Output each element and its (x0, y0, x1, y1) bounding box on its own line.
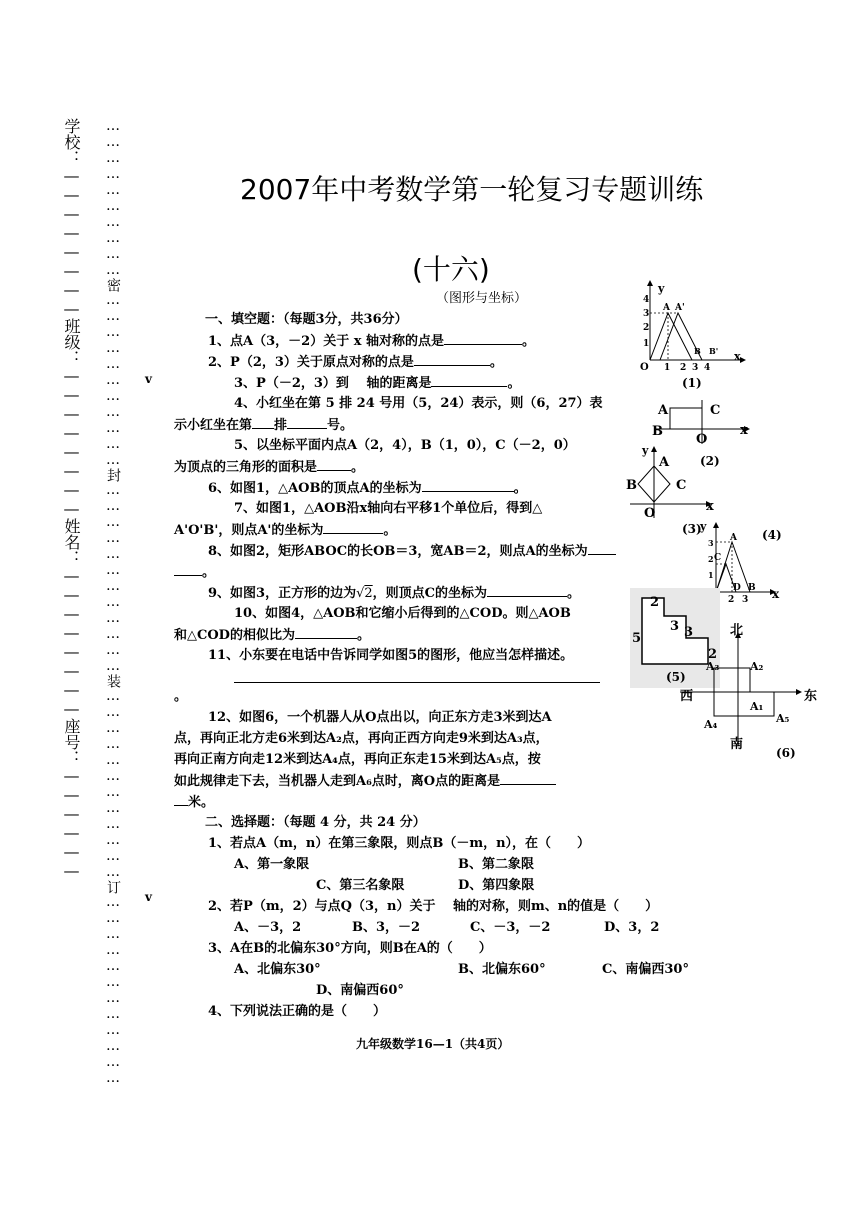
q6: 6、如图1，△AOB的顶点A的坐标为 。 (208, 477, 527, 499)
fig1-label: B' (709, 346, 719, 356)
fig3-label: O (644, 506, 656, 520)
fig5-label: 2 (650, 595, 660, 610)
s2-q3-option-d: D、南偏西60° (316, 983, 404, 998)
fig3-caption: (3) (682, 522, 702, 536)
fig1-label: 2 (680, 363, 687, 373)
fig1-label: 4 (643, 295, 650, 305)
fig1-label: A (663, 303, 670, 313)
fig3-label: C (676, 478, 687, 493)
fig6-label: A₃ (706, 660, 720, 673)
page-title: 2007年中考数学第一轮复习专题训练 (240, 173, 704, 206)
q8-line1: 8、如图2，矩形ABOC的长OB＝3，宽AB＝2，则点A的坐标为 (208, 540, 616, 562)
fig1-label: y (658, 282, 665, 295)
q10-line2: 和△COD的相似比为 。 (174, 624, 370, 646)
fig3-label: x (706, 499, 714, 514)
q2: 2、P（2，3）关于原点对称的点是 。 (208, 351, 503, 373)
q11-answer-line (234, 682, 600, 683)
q12-line5: 米。 (174, 791, 214, 813)
s2-q3-option-c: C、南偏西30° (602, 962, 689, 977)
q12-line3: 再向正南方向走12米到达A₄点，再向正东走15米到达A₅点，按 (174, 752, 541, 767)
fig1-label: 3 (643, 309, 650, 319)
fig1-label: 2 (643, 323, 650, 333)
q12-line4: 如此规律走下去，当机器人走到A₆点时，离O点的距离是 (174, 770, 556, 792)
fig4-label: B (748, 583, 756, 593)
fig2-label: O (696, 432, 708, 446)
q5-line2: 为顶点的三角形的面积是 。 (174, 456, 364, 478)
fig2-label: B (652, 424, 663, 439)
fig1-label: O (640, 362, 649, 373)
q8-line2: 。 (174, 561, 215, 583)
fig2-label: x (740, 423, 748, 438)
section2-heading: 二、选择题：（每题 4 分，共 24 分） (205, 815, 426, 830)
s2-q1-option-c: C、第三名象限 (316, 878, 405, 893)
figure-2 (650, 396, 754, 446)
fig3-label: y (642, 444, 649, 457)
margin-mark: v (145, 372, 152, 386)
fig1-label: 1 (643, 339, 650, 349)
fig1-label: x (734, 350, 741, 363)
q12-line1: 12、如图6，一个机器人从O点出以，向正东方走3米到达A (208, 710, 552, 725)
fig4-label: 3 (708, 538, 714, 548)
topic: （图形与坐标） (436, 291, 528, 306)
s2-q1: 1、若点A（m，n）在第三象限，则点B（－m，n），在（ ） (208, 836, 591, 851)
s2-q2-option-d: D、3，2 (604, 920, 660, 935)
s2-q2-option-b: B、3，－2 (352, 920, 421, 935)
page-subtitle: (十六) (412, 253, 490, 286)
q11-end: 。 (174, 689, 188, 704)
fig4-label: y (700, 520, 707, 533)
s2-q3-option-a: A、北偏东30° (234, 962, 321, 977)
fig1-label: 4 (704, 363, 711, 373)
q1: 1、点A（3，－2）关于 x 轴对称的点是 。 (208, 330, 535, 352)
fig6-label: 西 (680, 689, 694, 704)
fig6-label: 北 (730, 623, 744, 638)
binding-dots-column: …………………………密……………………………封………………………………装………………………………订……………………………… (105, 118, 121, 1086)
binding-info-column: 学校：————————班级：————————姓名：————————座号：—————— (62, 118, 81, 880)
s2-q1-option-b: B、第二象限 (458, 857, 534, 872)
s2-q2-option-a: A、－3，2 (234, 920, 302, 935)
q7-line2: A'O'B'，则点A'的坐标为 。 (174, 519, 396, 541)
fig4-label: 3 (742, 595, 749, 604)
fig2-label: C (710, 403, 721, 418)
fig4-label: 1 (708, 570, 714, 580)
fig1-label: 3 (692, 363, 699, 373)
figure-1 (636, 278, 748, 388)
fig2-caption: (2) (700, 454, 720, 468)
q4-line2: 示小红坐在第 排 号。 (174, 414, 353, 436)
fig4-caption: (4) (762, 528, 782, 542)
fig5-caption: (5) (666, 670, 686, 684)
fig3-label: A (659, 455, 670, 470)
q4-line1: 4、小红坐在第 5 排 24 号用（5，24）表示，则（6，27）表 (234, 396, 603, 411)
margin-mark: v (145, 890, 152, 904)
fig4-label: C (714, 553, 722, 563)
fig1-label: 1 (664, 363, 671, 373)
q9: 9、如图3，正方形的边为√2，则顶点C的坐标为 。 (208, 582, 580, 604)
fig4-label: x (772, 587, 780, 601)
fig6-label: A₅ (776, 712, 790, 725)
q5-line1: 5、以坐标平面内点A（2，4），B（1，0），C（－2，0） (234, 438, 576, 453)
q10-line1: 10、如图4，△AOB和它缩小后得到的△COD。则△AOB (234, 606, 571, 621)
fig1-label: B (694, 346, 701, 356)
s2-q1-option-d: D、第四象限 (458, 878, 535, 893)
fig2-label: A (658, 403, 669, 418)
fig5-label: 3 (670, 619, 680, 634)
q7-line1: 7、如图1，△AOB沿x轴向右平移1个单位后，得到△ (234, 501, 543, 516)
fig1-label: A' (675, 303, 685, 313)
q3: 3、P（－2，3）到 轴的距离是 。 (234, 372, 520, 394)
fig6-label: A₁ (750, 700, 764, 713)
s2-q2-option-c: C、－3，－2 (470, 920, 551, 935)
s2-q2: 2、若P（m，2）与点Q（3，n）关于 轴的对称，则m、n的值是（ ） (208, 899, 659, 914)
fig4-label: D (733, 583, 741, 593)
fig5-label: 2 (708, 647, 718, 662)
q12-line2: 点，再向正北方走6米到达A₂点，再向正西方向走9米到达A₃点， (174, 731, 549, 746)
sqrt-expression: √2 (356, 586, 373, 601)
fig4-label: 2 (728, 595, 735, 604)
fig5-label: 3 (684, 625, 694, 640)
q11: 11、小东要在电话中告诉同学如图5的图形，他应当怎样描述。 (208, 648, 574, 663)
figure-3 (626, 444, 718, 520)
fig4-label: A (730, 533, 737, 543)
page-footer: 九年级数学16—1（共4页） (356, 1037, 510, 1051)
fig6-label: A₂ (750, 660, 764, 673)
fig5-label: 5 (632, 631, 642, 646)
fig3-label: B (626, 478, 637, 493)
fig6-label: 东 (804, 689, 818, 704)
s2-q3: 3、A在B的北偏东30°方向，则B在A的（ ） (208, 941, 492, 956)
s2-q1-option-a: A、第一象限 (234, 857, 310, 872)
section1-heading: 一、填空题：（每题3分，共36分） (205, 312, 408, 327)
s2-q4: 4、下列说法正确的是（ ） (208, 1004, 387, 1019)
fig4-label: 2 (708, 554, 714, 564)
fig6-label: A₄ (704, 718, 718, 731)
fig6-label: 南 (730, 737, 744, 752)
figure-6 (676, 620, 822, 756)
fig1-caption: (1) (682, 376, 702, 390)
fig6-caption: (6) (776, 746, 796, 760)
s2-q3-option-b: B、北偏东60° (458, 962, 546, 977)
